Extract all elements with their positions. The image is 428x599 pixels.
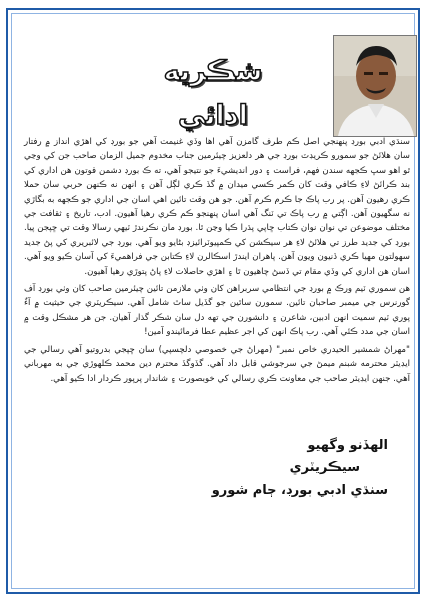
signatory-role: سيڪريٽري [289,460,360,475]
paragraph-2: هن سموري ٽيم ورڪ ۾ بورڊ جي انتظامي سربراهن کان وٺي ملازمن تائين چيئرمين صاحب کان وٺي بورڊ آف گورنرس جي ميمبر صاحبان تائين. سمورن ساٿين جو گڏيل ساٿ شامل آهي. سيڪريٽري جي حيثيت ۾ آءٌ پوري ٽيم سميت انهن ادبين، شاعرن ۽ دانشورن جي تهه دل سان شڪر گذار آهيان. جن هر مشڪل وقت ۾ اسان جي مدد ڪئي آهي. رب پاڪ انهن کي اجر عظيم عطا فرمائيندو آمين! [24,284,410,338]
signature-block [138,435,388,503]
paragraph-1: سنڌي ادبي بورڊ پنهنجي اصل ڪم طرف گامزن آهي اها وڏي غنيمت آهي جو بورڊ کي اهڙي انداز ۾ رفتار سان هلائڻ جو سمورو ڪريڊٽ بورڊ جي هر دلعزيز چيئرمين جناب مخدوم جميل الزمان صاحب جن کي وڃي ٿو اهو سڀ ڪجهه سندن فهم، فراست ۽ دور انديشيءَ جو نتيجو آهي، ته ڪ بورڊ دشمن قوتون هن اداري کي بند ڪرائڻ لاءِ ڪافي وقت کان ڪمر ڪسي ميدان ۾ گڏ ڪري لڳل آهن ۽ انهن نه ڪنهن حربي سان حملا ڪري رهيون آهن. پر رب پاڪ جا ڪرم ڪرم آهن. جو هن وقت تائين اهي اسان جي اداري جو ڪجهه به بگاڙي نه سگهيون آهن. اڳتي ۾ رب پاڪ تي ٽنگ آهي اسان پنهنجو ڪم ڪري رهيا آهيون. ادب، تاريخ ۽ ثقافت جي مختلف موضوعن تي نوان نوان ڪتاب ڇاپي پڌرا ڪيا وڃن ٿا. بورڊ مان نڪرندڙ ٽيهي رسالا وقت تي ڇپجن پيا. بورڊ کي جديد طرز تي هلائڻ لاءِ هر سيڪشن کي ڪمپيوٽرائيزڊ بڻايو ويو آهي. بورڊ جي لائبريري کي پڻ جديد سهولتون مهيا ڪري ڏنيون ويون آهن. پاهران ايندڙ اسڪالرن لاءِ ڪتابن جي فراهميءَ کي آسان ڪيو ويو آهي. اسان هن اداري کي وڏي مقام تي ڏسڻ چاهيون ٿا ۽ اهڙي حاصلات لاءِ پاڻ پتوڙي رهيا آهيون. [24,137,410,277]
portrait-image [334,36,416,136]
portrait-photo [333,35,417,137]
page-title: شڪريه ادائي [163,56,263,131]
acknowledgement-body [24,135,410,389]
signatory-organization: سنڌي ادبي بورڊ، ڄام شورو [211,483,388,498]
signatory-name: الهڏنو وگهيو [307,438,388,453]
paragraph-3: "مهراڻ شمشير الحيدري خاص نمبر" (مهراڻ جي خصوصي دلچسپي) سان ڇپجي بدروتيو آهي رسالي جي ايڊيٽر محترمه شبنم ميمڻ جي سرجوشي قابل داد آهي. گڏوگڏ محترم دين محمد ڪلهوڙي جي به مهرباني آهي. جنهن ايڊيٽر صاحب جي معاونت ڪري رسالي کي خوبصورت ۽ شاندار پرپور ڪردار ادا ڪيو آهي. [24,344,410,384]
page-frame [6,8,420,594]
